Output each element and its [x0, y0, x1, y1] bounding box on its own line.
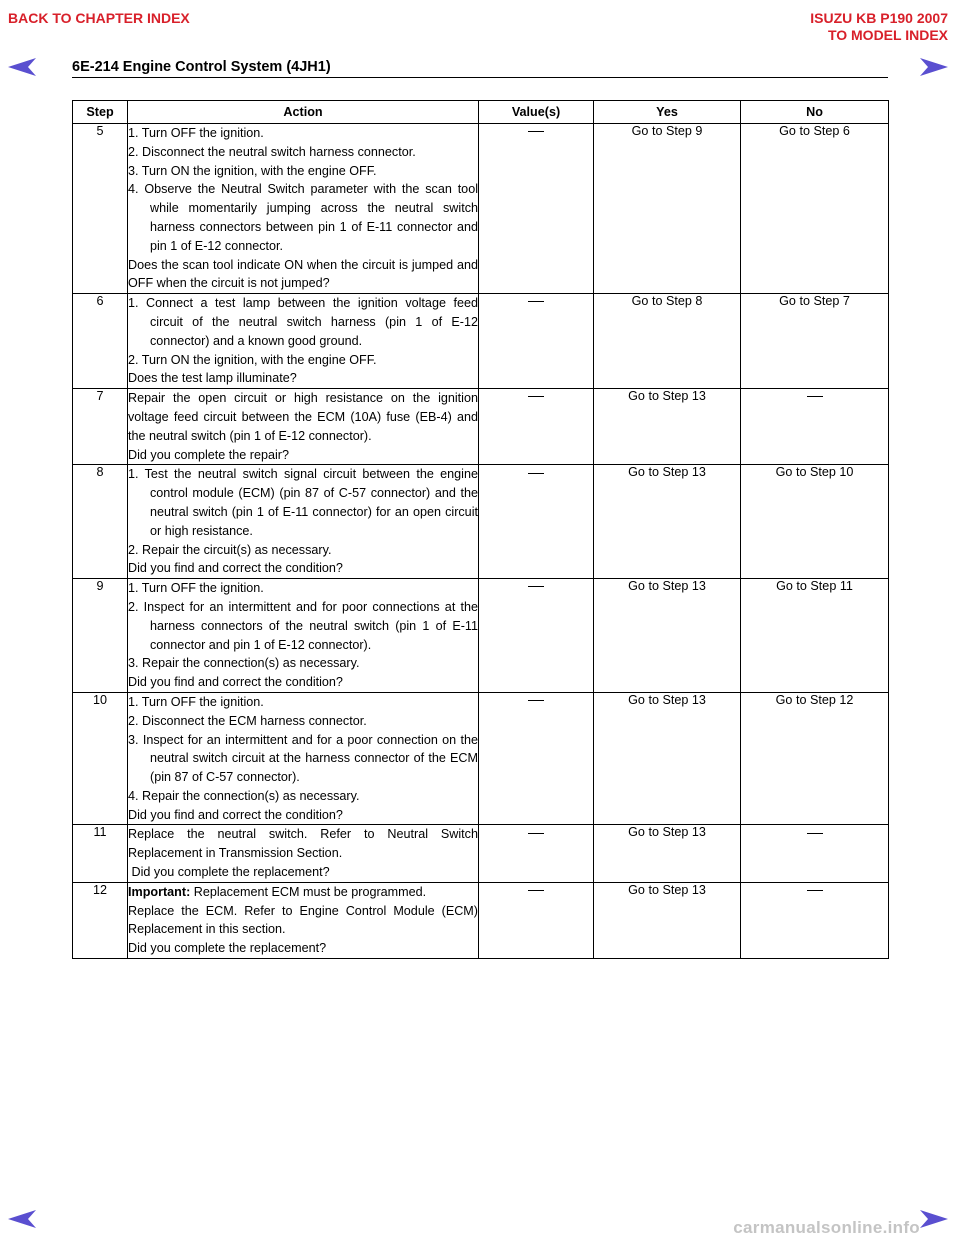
yes-result: Go to Step 13 — [594, 882, 741, 958]
value-cell — [479, 825, 594, 882]
next-page-arrow-icon[interactable] — [920, 58, 948, 76]
action-question: Did you complete the replacement? — [128, 941, 327, 956]
table-row — [73, 825, 889, 882]
action-text: Replace the ECM. Refer to Engine Control Module (ECM) Replacement in this section. — [128, 903, 478, 937]
table-row — [73, 294, 889, 389]
next-page-arrow-bottom-icon[interactable] — [920, 1210, 948, 1228]
column-header-action: Action — [128, 101, 479, 124]
action-item: 2. Turn ON the ignition, with the engine OFF. — [128, 352, 377, 367]
empty-dash — [807, 890, 823, 891]
empty-dash — [528, 473, 544, 474]
empty-dash — [807, 833, 823, 834]
yes-result: Go to Step 13 — [594, 579, 741, 693]
step-number: 11 — [73, 825, 128, 882]
action-cell — [128, 389, 479, 465]
column-header-values: Value(s) — [479, 101, 594, 124]
yes-result: Go to Step 13 — [594, 465, 741, 579]
table-row — [73, 465, 889, 579]
step-number: 10 — [73, 692, 128, 825]
important-label: Important: — [128, 884, 191, 899]
action-cell — [128, 825, 479, 882]
watermark: carmanualsonline.info — [733, 1218, 920, 1237]
diagnostic-table — [72, 100, 889, 959]
empty-dash — [528, 890, 544, 891]
table-row — [73, 389, 889, 465]
empty-dash — [807, 396, 823, 397]
back-to-chapter-index-link[interactable]: BACK TO CHAPTER INDEX — [8, 10, 190, 26]
action-item: 1. Test the neutral switch signal circuit between the engine control module (ECM) (pin 87 of C-57 connector) and the neutral switch (pin 1 of E-11 connector) for an open circuit or high resistance. — [128, 467, 478, 538]
value-cell — [479, 882, 594, 958]
action-question: Did you complete the repair? — [128, 447, 290, 462]
action-item: 2. Repair the circuit(s) as necessary. — [128, 542, 332, 557]
previous-page-arrow-bottom-icon[interactable] — [8, 1210, 36, 1228]
no-result: Go to Step 10 — [741, 465, 889, 579]
title-divider — [72, 77, 888, 78]
no-result: Go to Step 11 — [741, 579, 889, 693]
action-question: Did you find and correct the condition? — [128, 807, 343, 822]
model-links — [810, 10, 948, 44]
empty-dash — [528, 301, 544, 302]
action-text: Repair the open circuit or high resistance on the ignition voltage feed circuit between the ECM (10A) fuse (EB-4) and the neutral switch (pin 1 of E-12 connector). — [128, 391, 478, 443]
action-item: 3. Inspect for an intermittent and for a poor connection on the neutral switch circuit at the harness connector of the ECM (pin 87 of C-57 connector). — [128, 732, 478, 785]
action-question: Does the scan tool indicate ON when the circuit is jumped and OFF when the circuit is not jumped? — [128, 257, 478, 291]
column-header-no: No — [741, 101, 889, 124]
value-cell — [479, 579, 594, 693]
yes-result: Go to Step 8 — [594, 294, 741, 389]
no-result — [741, 825, 889, 882]
action-cell — [128, 294, 479, 389]
action-item: 1. Connect a test lamp between the ignition voltage feed circuit of the neutral switch harness (pin 1 of E-12 connector) and a known good ground. — [128, 296, 478, 348]
action-text: Replace the neutral switch. Refer to Neutral Switch Replacement in Transmission Section. — [128, 827, 478, 861]
previous-page-arrow-icon[interactable] — [8, 58, 36, 76]
action-item: 1. Turn OFF the ignition. — [128, 694, 264, 709]
action-item: 4. Repair the connection(s) as necessary. — [128, 788, 360, 803]
no-result: Go to Step 7 — [741, 294, 889, 389]
no-result: Go to Step 12 — [741, 692, 889, 825]
value-cell — [479, 389, 594, 465]
action-cell — [128, 882, 479, 958]
action-item: 2. Disconnect the ECM harness connector. — [128, 713, 367, 728]
action-cell — [128, 465, 479, 579]
no-result: Go to Step 6 — [741, 124, 889, 294]
table-row — [73, 579, 889, 693]
to-model-index-link[interactable]: TO MODEL INDEX — [827, 27, 948, 43]
action-item: 4. Observe the Neutral Switch parameter with the scan tool while momentarily jumping across the neutral switch harness connectors between pin 1 of E-11 connector and pin 1 of E-12 connector. — [128, 182, 478, 253]
action-item: 3. Turn ON the ignition, with the engine OFF. — [128, 163, 377, 178]
yes-result: Go to Step 13 — [594, 825, 741, 882]
step-number: 7 — [73, 389, 128, 465]
important-text: Replacement ECM must be programmed. — [190, 884, 427, 899]
table-row — [73, 692, 889, 825]
empty-dash — [528, 700, 544, 701]
table-header-row — [73, 101, 889, 124]
value-cell — [479, 294, 594, 389]
action-question: Does the test lamp illuminate? — [128, 371, 297, 386]
model-title-link[interactable]: ISUZU KB P190 2007 — [810, 10, 948, 26]
action-cell — [128, 124, 479, 294]
important-note — [128, 883, 478, 902]
action-item: 3. Repair the connection(s) as necessary. — [128, 656, 360, 671]
action-item: 2. Inspect for an intermittent and for poor connections at the harness connectors of the neutral switch (pin 1 of E-11 connector and pin 1 of E-12 connector). — [128, 599, 478, 652]
step-number: 5 — [73, 124, 128, 294]
yes-result: Go to Step 13 — [594, 389, 741, 465]
column-header-yes: Yes — [594, 101, 741, 124]
no-result — [741, 882, 889, 958]
empty-dash — [528, 396, 544, 397]
step-number: 9 — [73, 579, 128, 693]
value-cell — [479, 692, 594, 825]
value-cell — [479, 465, 594, 579]
action-question: Did you complete the replacement? — [128, 865, 330, 880]
step-number: 6 — [73, 294, 128, 389]
action-item: 2. Disconnect the neutral switch harness connector. — [128, 144, 416, 159]
step-number: 8 — [73, 465, 128, 579]
no-result — [741, 389, 889, 465]
action-question: Did you find and correct the condition? — [128, 561, 343, 576]
table-row — [73, 124, 889, 294]
action-cell — [128, 579, 479, 693]
action-cell — [128, 692, 479, 825]
action-item: 1. Turn OFF the ignition. — [128, 126, 264, 140]
value-cell — [479, 124, 594, 294]
yes-result: Go to Step 13 — [594, 692, 741, 825]
empty-dash — [528, 131, 544, 132]
step-number: 12 — [73, 882, 128, 958]
column-header-step: Step — [73, 101, 128, 124]
action-item: 1. Turn OFF the ignition. — [128, 581, 264, 596]
yes-result: Go to Step 9 — [594, 124, 741, 294]
action-question: Did you find and correct the condition? — [128, 675, 343, 690]
empty-dash — [528, 833, 544, 834]
table-row — [73, 882, 889, 958]
empty-dash — [528, 586, 544, 587]
page-title: 6E-214 Engine Control System (4JH1) — [72, 59, 331, 75]
